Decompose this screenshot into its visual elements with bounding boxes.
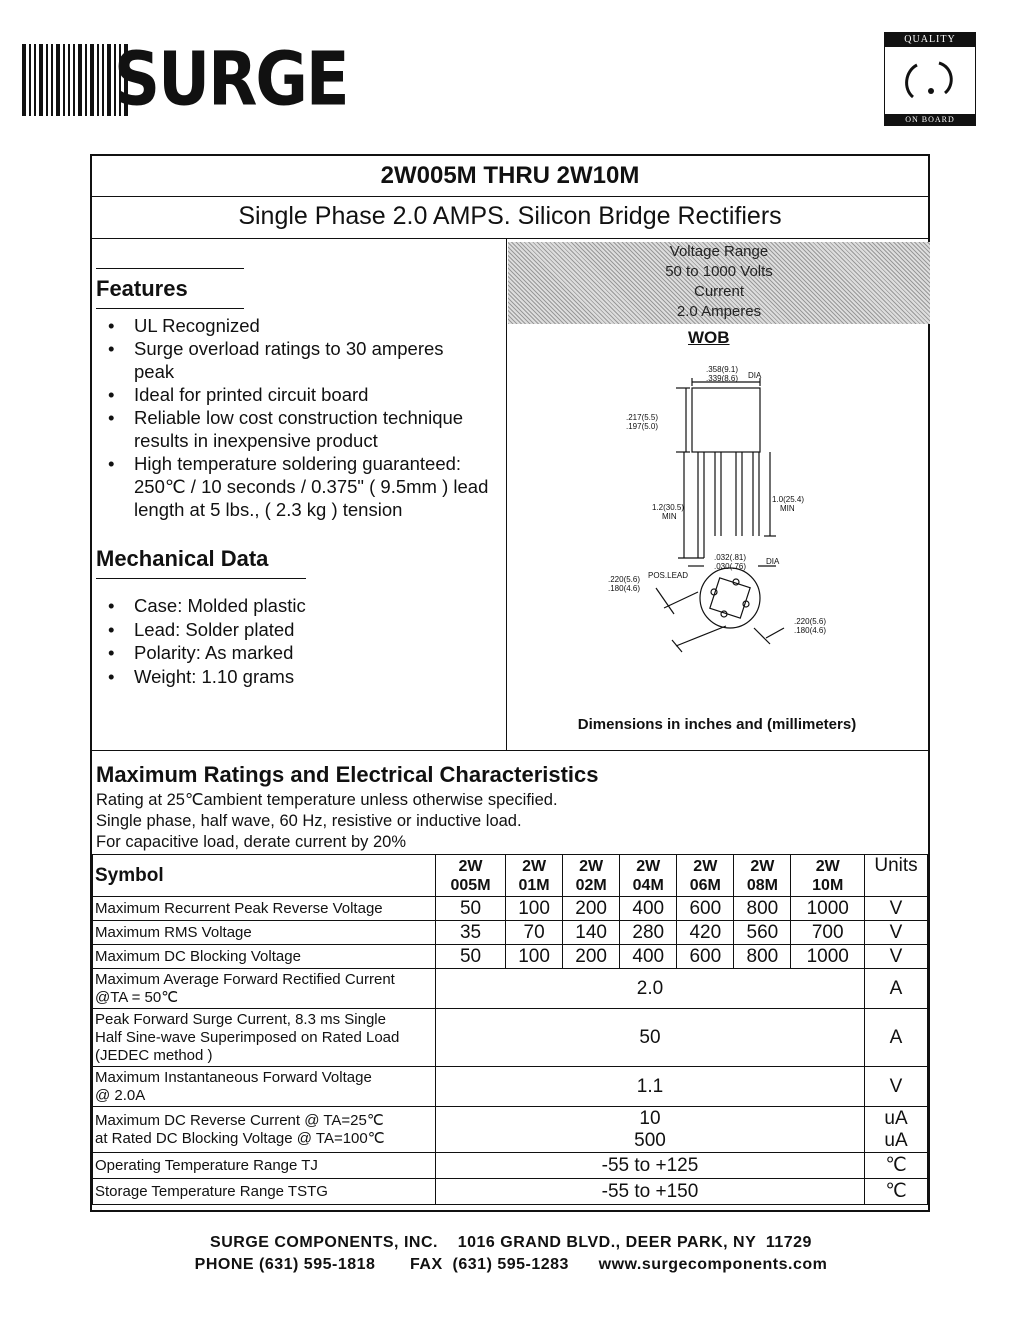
value-cell: 400	[620, 897, 677, 921]
value-cell: 140	[563, 921, 620, 945]
value-cell: 10 500	[436, 1107, 865, 1153]
mechanical-item: • Polarity: As marked	[92, 641, 492, 665]
value-cell: 200	[563, 945, 620, 969]
value-cell: 70	[506, 921, 563, 945]
pos-lead: POS.LEAD	[648, 571, 689, 580]
lead-left-2: MIN	[662, 512, 677, 521]
quality-on-board-logo	[884, 32, 976, 126]
value-cell: -55 to +150	[436, 1179, 865, 1205]
value-cell: 35	[436, 921, 506, 945]
footer-address: SURGE COMPONENTS, INC. 1016 GRAND BLVD., DEER PARK, NY 11729	[210, 1234, 812, 1251]
range-line: Voltage Range	[669, 243, 769, 260]
column-divider	[506, 238, 507, 750]
range-box	[508, 242, 930, 324]
param-cell: Maximum Recurrent Peak Reverse Voltage	[93, 897, 436, 921]
value-cell: 100	[506, 897, 563, 921]
feature-item: • UL Recognized	[92, 314, 504, 337]
value-cell: -55 to +125	[436, 1153, 865, 1179]
value-cell: 600	[677, 945, 734, 969]
part-header: 2W 04M	[620, 855, 677, 897]
part-header: 2W 10M	[791, 855, 865, 897]
divider	[92, 750, 928, 751]
value-cell: 200	[563, 897, 620, 921]
part-header: 2W 08M	[734, 855, 791, 897]
mechanical-item: • Case: Molded plastic	[92, 594, 492, 618]
table-row	[93, 921, 928, 945]
mechanical-list	[92, 594, 492, 688]
unit-cell: V	[865, 1067, 928, 1107]
logo-bars	[22, 44, 128, 116]
param-cell: Maximum Instantaneous Forward Voltage @ 2.0A	[93, 1067, 436, 1107]
table-row	[93, 1153, 928, 1179]
param-cell: Maximum DC Blocking Voltage	[93, 945, 436, 969]
dimensions-caption: Dimensions in inches and (millimeters)	[577, 716, 857, 733]
package-label: WOB	[688, 328, 730, 347]
param-cell: Maximum DC Reverse Current @ TA=25℃ at Rated DC Blocking Voltage @ TA=100℃	[93, 1107, 436, 1153]
value-cell: 700	[791, 921, 865, 945]
feature-item: • Reliable low cost construction technique results in inexpensive product	[92, 406, 504, 452]
mechanical-item: • Lead: Solder plated	[92, 618, 492, 642]
param-cell: Peak Forward Surge Current, 8.3 ms Single Half Sine-wave Superimposed on Rated Load (JEDEC method )	[93, 1009, 436, 1067]
mechanical-heading: Mechanical Data	[96, 546, 269, 571]
lead-right-1: 1.0(25.4)	[772, 495, 805, 504]
value-cell: 1.1	[436, 1067, 865, 1107]
value-cell: 560	[734, 921, 791, 945]
divider	[92, 238, 928, 239]
unit-cell: uA uA	[865, 1107, 928, 1153]
value-cell: 280	[620, 921, 677, 945]
value-cell: 2.0	[436, 969, 865, 1009]
spacing-a-1: .220(5.6)	[608, 575, 641, 584]
ratings-heading: Maximum Ratings and Electrical Characteristics	[96, 762, 599, 787]
value-cell: 400	[620, 945, 677, 969]
rule	[96, 308, 244, 309]
feature-item: • High temperature soldering guaranteed: 250℃ / 10 seconds / 0.375" ( 9.5mm ) lead length at 5 lbs., ( 2.3 kg ) tension	[92, 452, 504, 521]
features-heading: Features	[96, 276, 188, 301]
unit-cell: V	[865, 897, 928, 921]
unit-cell: ℃	[865, 1179, 928, 1205]
value-cell: 100	[506, 945, 563, 969]
value-cell: 600	[677, 897, 734, 921]
symbol-header: Symbol	[93, 855, 436, 897]
table-row	[93, 969, 928, 1009]
ratings-note: Single phase, half wave, 60 Hz, resistive or inductive load.	[96, 812, 522, 830]
table-row	[93, 1107, 928, 1153]
table-row	[93, 897, 928, 921]
part-header: 2W 02M	[563, 855, 620, 897]
table-row	[93, 1009, 928, 1067]
lead-dia-1: .032(.81)	[714, 553, 747, 562]
value-cell: 800	[734, 897, 791, 921]
ratings-note: Rating at 25℃ambient temperature unless otherwise specified.	[96, 791, 558, 809]
features-list	[92, 314, 504, 521]
unit-cell: ℃	[865, 1153, 928, 1179]
rule	[96, 578, 306, 579]
table-row	[93, 1179, 928, 1205]
table-header-row	[93, 855, 928, 897]
quality-label: QUALITY	[885, 33, 975, 47]
range-line: 2.0 Amperes	[676, 303, 762, 320]
param-cell: Maximum RMS Voltage	[93, 921, 436, 945]
lead-left-1: 1.2(30.5)	[652, 503, 685, 512]
spacing-b-1: .220(5.6)	[794, 617, 827, 626]
body-outline	[692, 388, 760, 452]
datasheet-frame	[90, 154, 930, 1212]
table-row	[93, 1067, 928, 1107]
unit-cell: V	[865, 921, 928, 945]
quality-emblem-icon	[895, 51, 965, 111]
param-cell: Maximum Average Forward Rectified Current @TA = 50℃	[93, 969, 436, 1009]
footer-contact: PHONE (631) 595-1818 FAX (631) 595-1283 www.surgecomponents.com	[194, 1256, 828, 1273]
divider	[92, 196, 928, 197]
spacing-b-2: .180(4.6)	[794, 626, 827, 635]
subtitle: Single Phase 2.0 AMPS. Silicon Bridge Rectifiers	[238, 202, 782, 230]
rule	[96, 268, 244, 269]
height-2: .197(5.0)	[626, 422, 659, 431]
ratings-note: For capacitive load, derate current by 20%	[96, 833, 406, 851]
unit-cell: A	[865, 1009, 928, 1067]
unit-cell: V	[865, 945, 928, 969]
height-1: .217(5.5)	[626, 413, 659, 422]
lead-dia-2: .030(.76)	[714, 562, 747, 571]
range-line: 50 to 1000 Volts	[665, 263, 773, 280]
unit-cell: A	[865, 969, 928, 1009]
feature-item: • Ideal for printed circuit board	[92, 383, 504, 406]
value-cell: 800	[734, 945, 791, 969]
value-cell: 1000	[791, 897, 865, 921]
part-title: 2W005M THRU 2W10M	[380, 162, 640, 189]
value-cell: 1000	[791, 945, 865, 969]
logo-text: SURGE	[114, 38, 348, 124]
spacing-a-2: .180(4.6)	[608, 584, 641, 593]
range-line: Current	[693, 283, 745, 300]
ratings-table	[92, 854, 928, 1205]
dia-top-2: .339(8.6)	[706, 374, 739, 383]
value-cell: 50	[436, 897, 506, 921]
part-header: 2W 005M	[436, 855, 506, 897]
value-cell: 50	[436, 1009, 865, 1067]
dia-label: DIA	[748, 371, 762, 380]
value-cell: 420	[677, 921, 734, 945]
units-header: Units	[865, 855, 928, 897]
part-header: 2W 01M	[506, 855, 563, 897]
feature-item: • Surge overload ratings to 30 amperes peak	[92, 337, 504, 383]
value-cell: 50	[436, 945, 506, 969]
lead-right-2: MIN	[780, 504, 795, 513]
on-board-label: ON BOARD	[885, 114, 975, 125]
param-cell: Operating Temperature Range TJ	[93, 1153, 436, 1179]
lead-dia-label: DIA	[766, 557, 780, 566]
param-cell: Storage Temperature Range TSTG	[93, 1179, 436, 1205]
dia-top-1: .358(9.1)	[706, 365, 739, 374]
table-row	[93, 945, 928, 969]
mechanical-item: • Weight: 1.10 grams	[92, 665, 492, 689]
part-header: 2W 06M	[677, 855, 734, 897]
package-drawing	[508, 356, 928, 711]
surge-logo	[22, 38, 348, 124]
